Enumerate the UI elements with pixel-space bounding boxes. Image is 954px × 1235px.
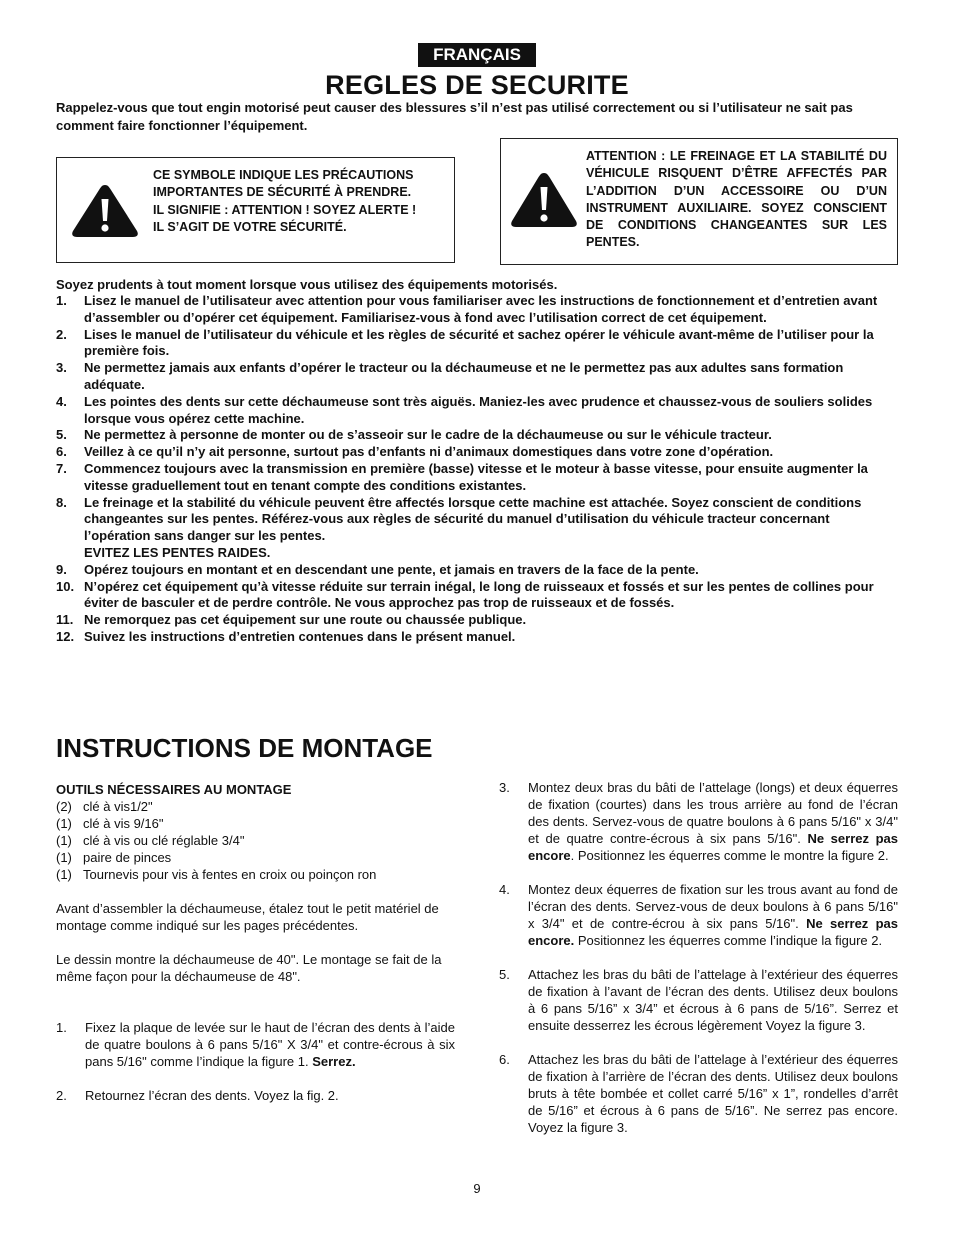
list-item: 8. Le freinage et la stabilité du véhicule peuvent être affectés lorsque cette machine est attachée. Soyez conscient de conditions changeantes sur les pentes. Référez-vous aux règles de sécurité du manuel d’utilisation du véhicule tracteur concernant l’opération sans danger sur les pentes. EVITEZ LES PENTES RAIDES. [56,495,898,562]
intro-paragraph: Rappelez-vous que tout engin motorisé peut causer des blessures s’il n’est pas utilisé correctement ou si l’utilisateur ne sait pas comment faire fonctionner l’équipement. [56,100,853,133]
list-item: 4. Les pointes des dents sur cette déchaumeuse sont très aiguës. Maniez-les avec prudence et chaussez-vous de souliers solides lorsque vous opérez cette machine. [56,393,873,426]
left-column [56,781,455,1104]
model-note-paragraph: Le dessin montre la déchaumeuse de 40". Le montage se fait de la même façon pour la déchaumeuse de 48". [56,952,442,984]
warning-line: CE SYMBOLE INDIQUE LES PRÉCAUTIONS [153,168,414,182]
list-item: (1) clé à vis 9/16" [56,816,164,831]
list-item: 1. Lisez le manuel de l’utilisateur avec attention pour vous familiariser avec les instructions de fonctionnement et d’entretien avant d’assembler ou d’opérer cet équipement. Familiarisez-vous à fond avec l’utilisation correct de cet équipement. [56,293,878,325]
safety-symbol-text [153,167,443,236]
warning-line: IL SIGNIFIE : ATTENTION ! SOYEZ ALERTE ! [153,202,417,217]
assembly-step: 6. Attachez les bras du bâti de l’attelage à l’extérieur des équerres de fixation à l’arrière de l’écran des dents. Utilisez deux boulons bruts à tête bombée et collet carré 5/16” x 1”, rondelles d’arrêt de 5/16” et écrous à 6 pans de 5/16”. Ne serrez pas encore. Voyez la figure 3. [499,1052,898,1135]
warning-triangle-icon [70,182,140,238]
list-item: 3. Ne permettez jamais aux enfants d’opérer le tracteur ou la déchaumeuse et ne le permettez pas aux adultes sans formation adéquate. [56,360,844,392]
page-number: 9 [473,1181,481,1196]
list-item: 2. Lises le manuel de l’utilisateur du véhicule et les règles de sécurité et sachez opérer le véhicule avant-même de l’utiliser pour la première fois. [56,326,874,359]
warning-triangle-icon [509,170,579,228]
list-item: 5. Ne permettez à personne de monter ou de s’asseoir sur le cadre de la déchaumeuse ou sur le véhicule tracteur. [56,427,772,443]
list-item: 7. Commencez toujours avec la transmission en première (basse) vitesse et le moteur à basse vitesse, pour ensuite augmenter la vitesse graduellement tout en tenant compte des conditions existantes. [56,460,868,493]
assembly-step: 2. Retournez l’écran des dents. Voyez la fig. 2. [56,1088,339,1103]
prep-paragraph: Avant d’assembler la déchaumeuse, étalez tout le petit matériel de montage comme indiqué sur les pages précédentes. [56,901,439,933]
tools-list [56,798,455,883]
list-item: (1) Tournevis pour vis à fentes en croix ou poinçon ron [56,867,377,882]
list-item: 10. N’opérez cet équipement qu’à vitesse réduite sur terrain inégal, le long de ruisseaux et fossés et sur les pentes de collines pour éviter de basculer et de perdre contrôle. Ne vous approchez pas trop de ruisseaux et de fossés. [56,578,874,611]
section-title: INSTRUCTIONS DE MONTAGE [56,733,433,763]
assembly-step: 5. Attachez les bras du bâti de l’attelage à l’extérieur des équerres de fixation à l’avant de l’écran des dents. Utilisez deux boulons à 6 pans 5/16” x 3/4” et écrous à 6 pans de 5/16”. Serrez et ensuite desserrez les écrous légèrement Voyez la figure 3. [499,967,898,1033]
avoid-slopes-note: EVITEZ LES PENTES RAIDES. [84,544,271,560]
attention-box [500,138,898,265]
language-badge: FRANÇAIS [418,43,536,67]
list-item: 9. Opérez toujours en montant et en descendant une pente, et jamais en travers de la face de la pente. [56,561,699,577]
page-title: REGLES DE SECURITE [325,70,629,100]
list-item: 6. Veillez à ce qu’il n’y ait personne, surtout pas d’enfants ni d’animaux domestiques dans votre zone d’opération. [56,444,774,460]
rules-heading: Soyez prudents à tout moment lorsque vous utilisez des équipements motorisés. [56,277,558,292]
safety-symbol-box [56,157,455,263]
list-item: 11. Ne remorquez pas cet équipement sur une route ou chaussée publique. [56,612,527,628]
warning-line: IL S’AGIT DE VOTRE SÉCURITÉ. [153,219,347,234]
list-item: (2) clé à vis1/2" [56,799,153,814]
warning-line: IMPORTANTES DE SÉCURITÉ À PRENDRE. [153,185,412,200]
assembly-step: 1. Fixez la plaque de levée sur le haut de l’écran des dents à l’aide de quatre boulons à 6 pans 5/16" X 3/4" et contre-écrous à six pans 5/16" comme l’indique la figure 1. Serrez. [56,1020,455,1069]
list-item: (1) paire de pinces [56,850,172,865]
list-item: (1) clé à vis ou clé réglable 3/4" [56,833,245,848]
right-column [499,779,898,1136]
list-item: 12. Suivez les instructions d’entretien contenues dans le présent manuel. [56,628,516,644]
attention-text: ATTENTION : LE FREINAGE ET LA STABILITÉ DU VÉHICULE RISQUENT D’ÊTRE AFFECTÉS PAR L’ADDITION D’UN ACCESSOIRE OU D’UN INSTRUMENT AUXILIAIRE. SOYEZ CONSCIENT DE CONDITIONS CHANGEANTES SUR LES PENTES. [586,149,887,250]
safety-rules-list [56,293,898,646]
assembly-step: 4. Montez deux équerres de fixation sur les trous avant au fond de l’écran des dents. Servez-vous de deux boulons à 6 pans 5/16" x 3/4" et de contre-écrou à six pans 5/16". Ne serrez pas encore. Positionnez les équerres comme l’indique la figure 2. [499,882,898,948]
tools-heading: OUTILS NÉCESSAIRES AU MONTAGE [56,782,292,797]
assembly-step: 3. Montez deux bras du bâti de l’attelage (longs) et deux équerres de fixation (courtes) dans les trous arrière au fond de l’écran des dents. Servez-vous de quatre boulons à 6 pans 5/16" x 3/4" et de quatre contre-écrous à six pans 5/16". Ne serrez pas encore. Positionnez les équerres comme le montre la figure 2. [499,780,899,863]
